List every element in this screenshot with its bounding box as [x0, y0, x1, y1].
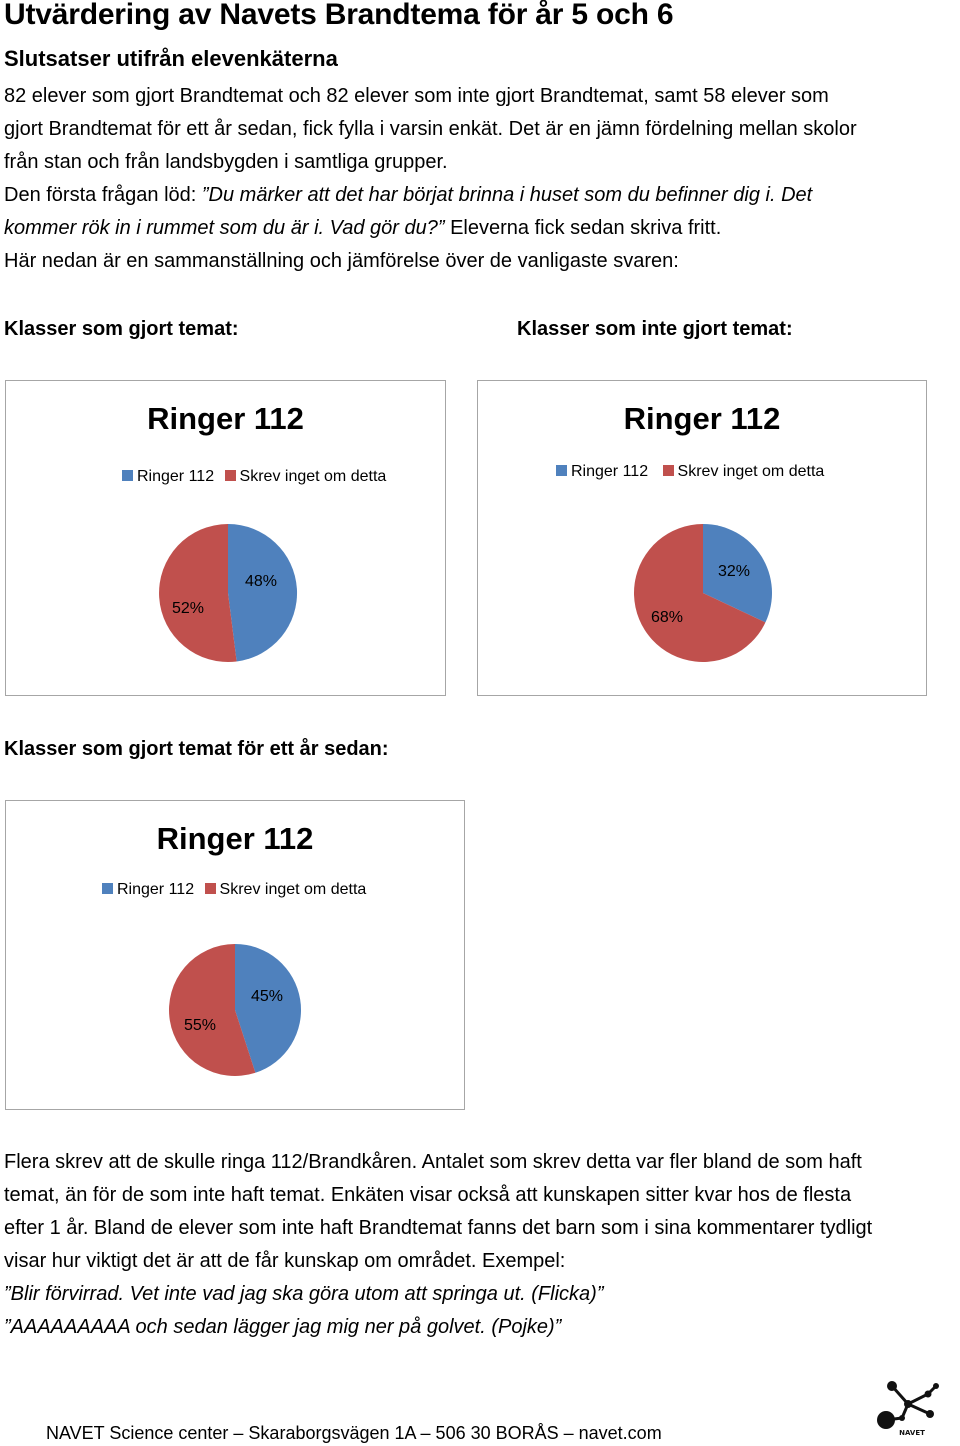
student-quotes: [4, 1278, 603, 1344]
intro-line: Här nedan är en sammanställning och jämförelse över de vanligaste svaren:: [4, 250, 679, 272]
legend-swatch-blue: [102, 883, 113, 894]
pie-plot: [158, 523, 298, 663]
pie-plot: [633, 523, 773, 663]
legend-item: [205, 880, 367, 900]
conclusion-paragraph: [4, 1146, 959, 1278]
pie-chart-done: [5, 380, 446, 696]
question-prefix: Den första frågan löd:: [4, 184, 202, 206]
legend-label: Ringer 112: [117, 881, 195, 898]
question-text: ”Du märker att det har börjat brinna i huset som du befinner dig i. Det: [201, 184, 813, 206]
legend-swatch-red: [225, 470, 236, 481]
logo-text: NAVET: [899, 1429, 925, 1437]
section-heading-done: Klasser som gjort temat:: [4, 318, 239, 340]
question-line: [4, 212, 959, 245]
intro-line: 82 elever som gjort Brandtemat och 82 elever som inte gjort Brandtemat, samt 58 elever som: [4, 85, 829, 107]
legend-item: [122, 467, 214, 487]
chart-legend: [102, 880, 372, 900]
question-line: [4, 179, 959, 212]
pie-label-skrev-inget: 55%: [184, 1017, 217, 1034]
conclusion-line: temat, än för de som inte haft temat. Enkäten visar också att kunskapen sitter kvar hos de flesta: [4, 1184, 852, 1206]
chart-title: Ringer 112: [156, 821, 314, 856]
conclusion-line: Flera skrev att de skulle ringa 112/Brandkåren. Antalet som skrev detta var fler bland de som haft: [4, 1151, 862, 1173]
footer: NAVET Science center – Skaraborgsvägen 1A – 506 30 BORÅS – navet.com: [46, 1423, 662, 1443]
question-text: kommer rök in i rummet som du är i. Vad gör du?”: [4, 217, 445, 239]
quote: ”Blir förvirrad. Vet inte vad jag ska göra utom att springa ut. (Flicka)”: [4, 1283, 604, 1305]
legend-label: Ringer 112: [137, 468, 215, 485]
quote: ”AAAAAAAAA och sedan lägger jag mig ner på golvet. (Pojke)”: [4, 1316, 562, 1338]
pie-chart-year-ago: [5, 800, 465, 1110]
legend-swatch-red: [663, 465, 674, 476]
page-title: Utvärdering av Navets Brandtema för år 5 och 6: [4, 0, 674, 31]
legend-label: Ringer 112: [571, 463, 649, 480]
conclusion-line: efter 1 år. Bland de elever som inte haft Brandtemat fanns det barn som i sina kommentarer tydligt: [4, 1217, 873, 1239]
chart-legend: [556, 462, 830, 482]
legend-item: [663, 462, 825, 482]
intro-line: gjort Brandtemat för ett år sedan, fick fylla i varsin enkät. Det är en jämn fördelning mellan skolor: [4, 118, 857, 140]
pie-label-ringer: 48%: [245, 573, 278, 590]
pie-label-skrev-inget: 52%: [172, 600, 205, 617]
chart-title: Ringer 112: [623, 401, 781, 436]
navet-molecule-logo-icon: [872, 1376, 944, 1438]
section-heading-not-done: Klasser som inte gjort temat:: [517, 318, 793, 340]
legend-label: Skrev inget om detta: [219, 881, 367, 898]
conclusion-line: visar hur viktigt det är att de får kunskap om området. Exempel:: [4, 1250, 566, 1272]
chart-title: Ringer 112: [147, 401, 304, 436]
pie-label-ringer: 45%: [251, 988, 284, 1005]
legend-swatch-blue: [122, 470, 133, 481]
intro-line: från stan och från landsbygden i samtliga grupper.: [4, 151, 448, 173]
chart-legend: [122, 467, 392, 487]
pie-slice-ringer-112: [228, 524, 297, 661]
section-heading-year-ago: Klasser som gjort temat för ett år sedan:: [4, 738, 389, 760]
pie-slice-skrev-inget: [159, 524, 237, 662]
question-suffix: Eleverna fick sedan skriva fritt.: [444, 217, 722, 239]
pie-chart-not-done: [477, 380, 927, 696]
legend-label: Skrev inget om detta: [239, 468, 387, 485]
page-subtitle: Slutsatser utifrån elevenkäterna: [4, 46, 338, 71]
legend-item: [102, 880, 194, 900]
legend-label: Skrev inget om detta: [677, 463, 825, 480]
legend-item: [556, 462, 648, 482]
legend-swatch-red: [205, 883, 216, 894]
legend-item: [225, 467, 387, 487]
legend-swatch-blue: [556, 465, 567, 476]
intro-paragraph: [4, 80, 959, 278]
pie-label-ringer: 32%: [718, 563, 751, 580]
pie-label-skrev-inget: 68%: [651, 609, 684, 626]
pie-plot: [168, 943, 302, 1077]
